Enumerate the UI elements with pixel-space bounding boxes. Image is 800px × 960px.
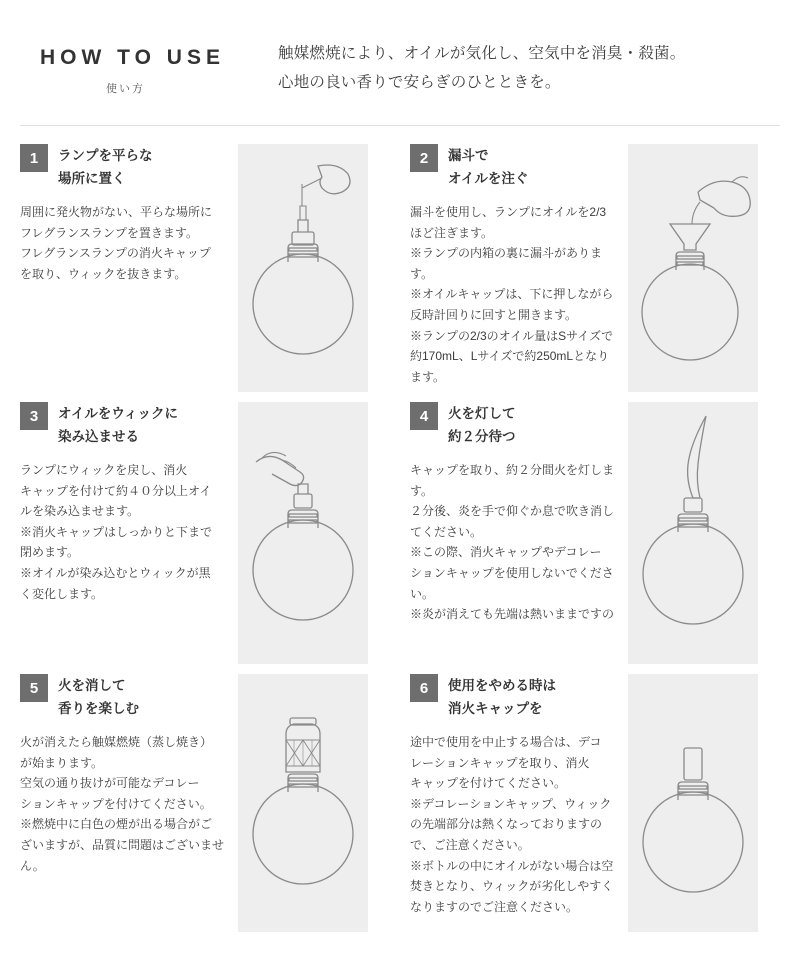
step-3-title <box>58 402 178 448</box>
step-5-title-line-1: 火を消して <box>58 678 126 694</box>
step-5-body: 火が消えたら触媒燃焼（蒸し焼き） が始まります。 空気の通り抜けが可能なデコレー ションキャップを付けてください。 ※燃焼中に白色の煙が出る場合がご ざいますが、品質に問題はございませ ん。 <box>20 734 225 873</box>
step-6-head <box>410 674 620 720</box>
step-4-text <box>410 402 620 625</box>
lamp-with-decoration-cap-image <box>238 674 368 932</box>
steps-grid <box>20 144 780 942</box>
step-6-text <box>410 674 620 917</box>
lead-line-2: 心地の良い香りで安らぎのひとときを。 <box>278 73 561 91</box>
step-3-number: 3 <box>20 402 48 430</box>
step-6-title-line-2: 消火キャップを <box>448 700 543 716</box>
step-6-body: 途中で使用を中止する場合は、デコ レーションキャップを取り、消火 キャップを付けてください。 ※デコレーションキャップ、ウィック の先端部分は熱くなっておりますの で、ご注意ください。 ※ボトルの中にオイルがない場合は空 焚きとなり、ウィックが劣化しやすく なりますのでご注意ください。 <box>410 734 614 914</box>
step-1-title-line-2: 場所に置く <box>58 170 126 186</box>
step-3 <box>20 402 390 674</box>
step-1-head <box>20 144 230 190</box>
step-4-title <box>448 402 516 448</box>
step-4-number: 4 <box>410 402 438 430</box>
step-1-number: 1 <box>20 144 48 172</box>
step-2-title <box>448 144 528 190</box>
step-1-text <box>20 144 230 284</box>
step-3-title-line-1: オイルをウィックに <box>58 406 179 422</box>
step-2-title-line-2: オイルを注ぐ <box>448 170 529 186</box>
step-2 <box>410 144 780 402</box>
page-title: HOW TO USE <box>40 46 225 69</box>
step-3-text <box>20 402 230 604</box>
header-left <box>20 36 278 96</box>
page-subtitle: 使い方 <box>106 83 145 95</box>
step-4 <box>410 402 780 674</box>
header-lead-text <box>278 36 780 97</box>
step-1-body: 周囲に発火物がない、平らな場所に フレグランスランプを置きます。 フレグランスランプの消火キャップ を取り、ウィックを抜きます。 <box>20 204 213 281</box>
step-6-number: 6 <box>410 674 438 702</box>
step-1-title <box>58 144 153 190</box>
step-3-body: ランプにウィックを戻し、消火 キャップを付けて約４０分以上オイ ルを染み込ませます。 ※消火キャップはしっかりと下まで 閉めます。 ※オイルが染み込むとウィックが黒 く変化します。 <box>20 462 213 601</box>
step-4-head <box>410 402 620 448</box>
lamp-with-funnel-pouring-oil-image <box>628 144 758 392</box>
header <box>20 0 780 97</box>
step-2-title-line-1: 漏斗で <box>448 148 489 164</box>
lamp-with-extinguisher-cap-image <box>628 674 758 932</box>
step-2-body: 漏斗を使用し、ランプにオイルを2/3 ほど注ぎます。 ※ランプの内箱の裏に漏斗がありま す。 ※オイルキャップは、下に押しながら 反時計回りに回すと開きます。 ※ランプの2/3のオイル量はSサイズで 約170mL、Lサイズで約250mLとなり ます。 <box>410 204 614 384</box>
header-divider <box>20 125 780 126</box>
step-4-body: キャップを取り、約２分間火を灯しま す。 ２分後、炎を手で仰ぐか息で吹き消し てください。 ※この際、消火キャップやデコレー ションキャップを使用しないでくださ い。 ※炎が消えても先端は熱いままですの <box>410 462 615 622</box>
step-4-title-line-1: 火を灯して <box>448 406 516 422</box>
step-5-number: 5 <box>20 674 48 702</box>
step-1 <box>20 144 390 402</box>
step-2-head <box>410 144 620 190</box>
step-5 <box>20 674 390 942</box>
step-3-title-line-2: 染み込ませる <box>58 428 139 444</box>
step-2-text <box>410 144 620 387</box>
step-3-head <box>20 402 230 448</box>
step-5-head <box>20 674 230 720</box>
step-6-title-line-1: 使用をやめる時は <box>448 678 556 694</box>
step-4-title-line-2: 約２分待つ <box>448 428 516 444</box>
step-2-number: 2 <box>410 144 438 172</box>
lamp-with-hand-placing-cap-image <box>238 402 368 664</box>
step-6 <box>410 674 780 942</box>
step-5-text <box>20 674 230 876</box>
lead-line-1: 触媒燃焼により、オイルが気化し、空気中を消臭・殺菌。 <box>278 45 686 62</box>
lamp-with-flame-image <box>628 402 758 664</box>
step-5-title-line-2: 香りを楽しむ <box>58 700 139 716</box>
step-6-title <box>448 674 556 720</box>
step-1-title-line-1: ランプを平らな <box>58 148 153 164</box>
step-5-title <box>58 674 139 720</box>
lamp-with-hand-removing-wick-image <box>238 144 368 392</box>
